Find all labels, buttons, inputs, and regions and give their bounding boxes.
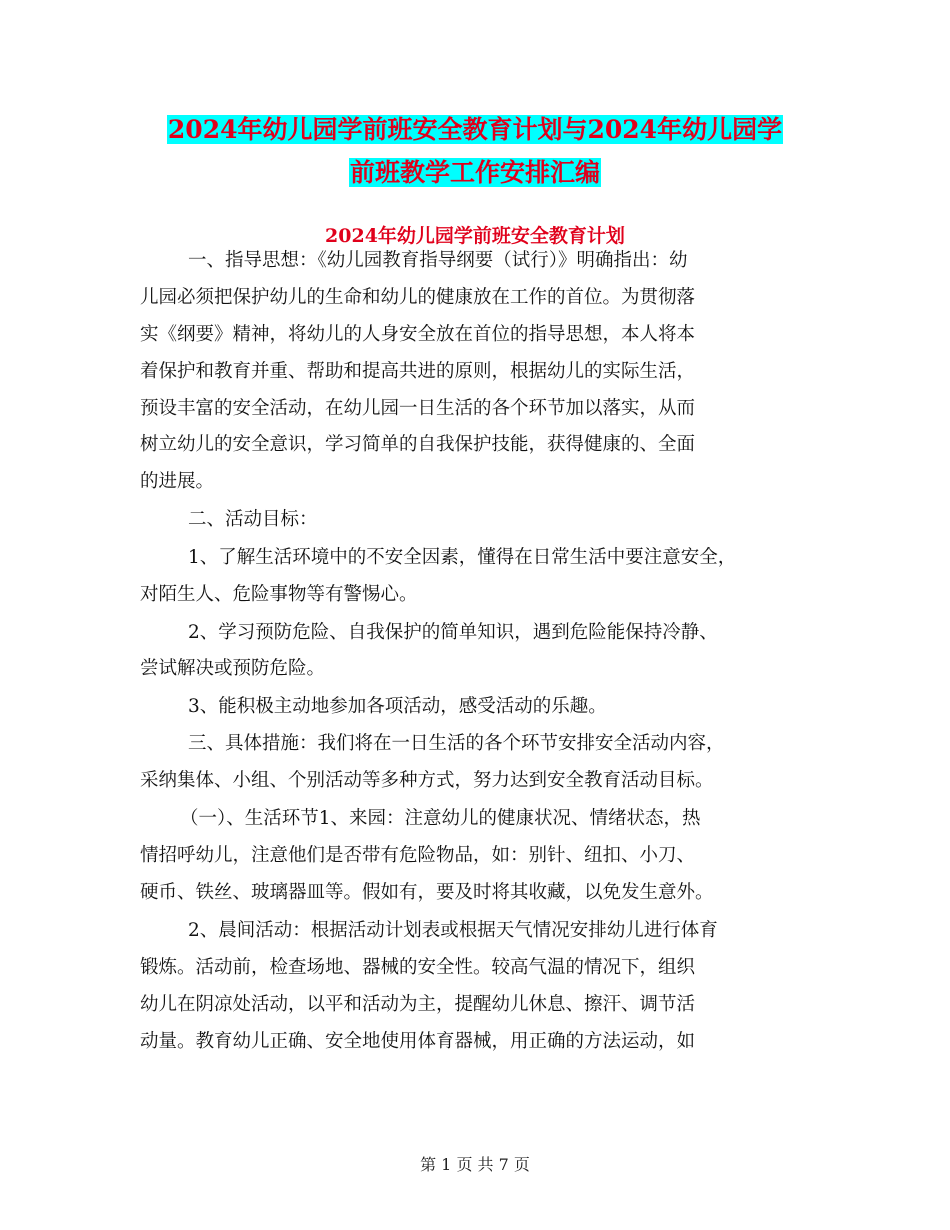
page-footer: 第 1 页 共 7 页 bbox=[420, 1155, 530, 1174]
paragraph-line: 尝试解决或预防危险。 bbox=[140, 658, 326, 679]
paragraph-line: 儿园必须把保护幼儿的生命和幼儿的健康放在工作的首位。为贯彻落 bbox=[140, 287, 696, 308]
paragraph-line: 1、了解生活环境中的不安全因素，懂得在日常生活中要注意安全， bbox=[188, 547, 737, 568]
paragraph-line: 硬币、铁丝、玻璃器皿等。假如有，要及时将其收藏，以免发生意外。 bbox=[140, 882, 714, 903]
paragraph-line: 3、能积极主动地参加各项活动，感受活动的乐趣。 bbox=[188, 696, 607, 717]
paragraph-line: 的进展。 bbox=[140, 471, 215, 492]
paragraph-line: 一、指导思想：《幼儿园教育指导纲要（试行）》明确指出：幼 bbox=[188, 250, 688, 271]
paragraph-line: 2、学习预防危险、自我保护的简单知识，遇到危险能保持冷静、 bbox=[188, 622, 718, 643]
paragraph-line: 预设丰富的安全活动，在幼儿园一日生活的各个环节加以落实，从而 bbox=[140, 398, 696, 419]
paragraph-line: 对陌生人、危险事物等有警惕心。 bbox=[140, 584, 418, 605]
paragraph-line: 着保护和教育并重、帮助和提高共进的原则，根据幼儿的实际生活， bbox=[140, 361, 696, 382]
paragraph-line: 动量。教育幼儿正确、安全地使用体育器械，用正确的方法运动，如 bbox=[140, 1031, 696, 1052]
paragraph-line: 幼儿在阴凉处活动，以平和活动为主，提醒幼儿休息、擦汗、调节活 bbox=[140, 994, 696, 1015]
section-title: 2024年幼儿园学前班安全教育计划 bbox=[325, 225, 625, 247]
paragraph-line: 情招呼幼儿，注意他们是否带有危险物品，如：别针、纽扣、小刀、 bbox=[140, 845, 696, 866]
paragraph-line: 二、活动目标： bbox=[188, 509, 318, 530]
paragraph-line: 锻炼。活动前，检查场地、器械的安全性。较高气温的情况下，组织 bbox=[140, 957, 696, 978]
paragraph-line: （一）、生活环节1、来园：注意幼儿的健康状况、情绪状态，热 bbox=[180, 808, 701, 829]
paragraph-line: 2、晨间活动：根据活动计划表或根据天气情况安排幼儿进行体育 bbox=[188, 920, 718, 941]
paragraph-line: 三、具体措施：我们将在一日生活的各个环节安排安全活动内容， bbox=[188, 733, 725, 754]
paragraph-line: 实《纲要》精神，将幼儿的人身安全放在首位的指导思想，本人将本 bbox=[140, 324, 696, 345]
paragraph-line: 树立幼儿的安全意识，学习简单的自我保护技能，获得健康的、全面 bbox=[140, 434, 696, 455]
document-title-line-1: 2024年幼儿园学前班安全教育计划与2024年幼儿园学 bbox=[167, 115, 783, 144]
document-title-line-2: 前班教学工作安排汇编 bbox=[349, 158, 600, 187]
paragraph-line: 采纳集体、小组、个别活动等多种方式，努力达到安全教育活动目标。 bbox=[140, 770, 714, 791]
